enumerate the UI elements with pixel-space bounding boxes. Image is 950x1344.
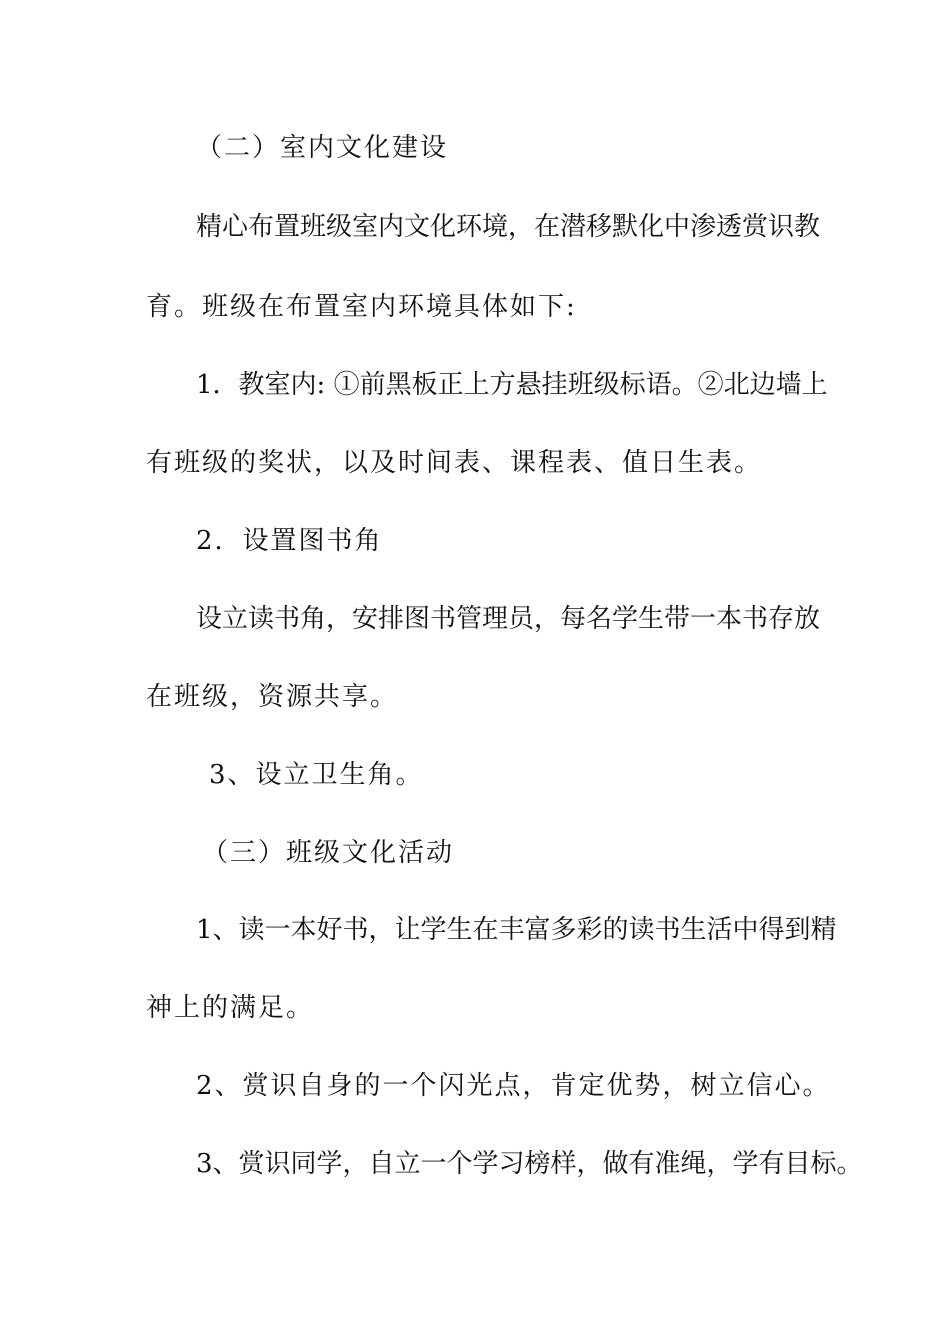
list-item-line: 2、赏识自身的一个闪光点，肯定优势，树立信心。 [196,1071,831,1101]
list-item-line: 1、读一本好书，让学生在丰富多彩的读书生活中得到精 [196,915,837,945]
list-item-line: 神上的满足。 [146,993,315,1023]
paragraph-line: 精心布置班级室内文化环境，在潜移默化中渗透赏识教 [196,212,821,242]
list-item-line: 3、赏识同学，自立一个学习榜样，做有准绳，学有目标。 [196,1149,863,1179]
list-item-line: 3、设立卫生角。 [209,760,424,790]
list-item-line: 2．设置图书角 [196,526,383,556]
list-item-line: 1．教室内: ①前黑板正上方悬挂班级标语。②北边墙上 [196,370,828,400]
paragraph-line: 设立读书角，安排图书管理员，每名学生带一本书存放 [196,604,821,634]
section-heading: （二）室内文化建设 [196,133,449,163]
paragraph-line: 育。班级在布置室内环境具体如下: [146,292,577,322]
section-heading: （三）班级文化活动 [202,838,455,868]
paragraph-line: 在班级，资源共享。 [146,682,399,712]
list-item-line: 有班级的奖状，以及时间表、课程表、值日生表。 [146,448,763,478]
